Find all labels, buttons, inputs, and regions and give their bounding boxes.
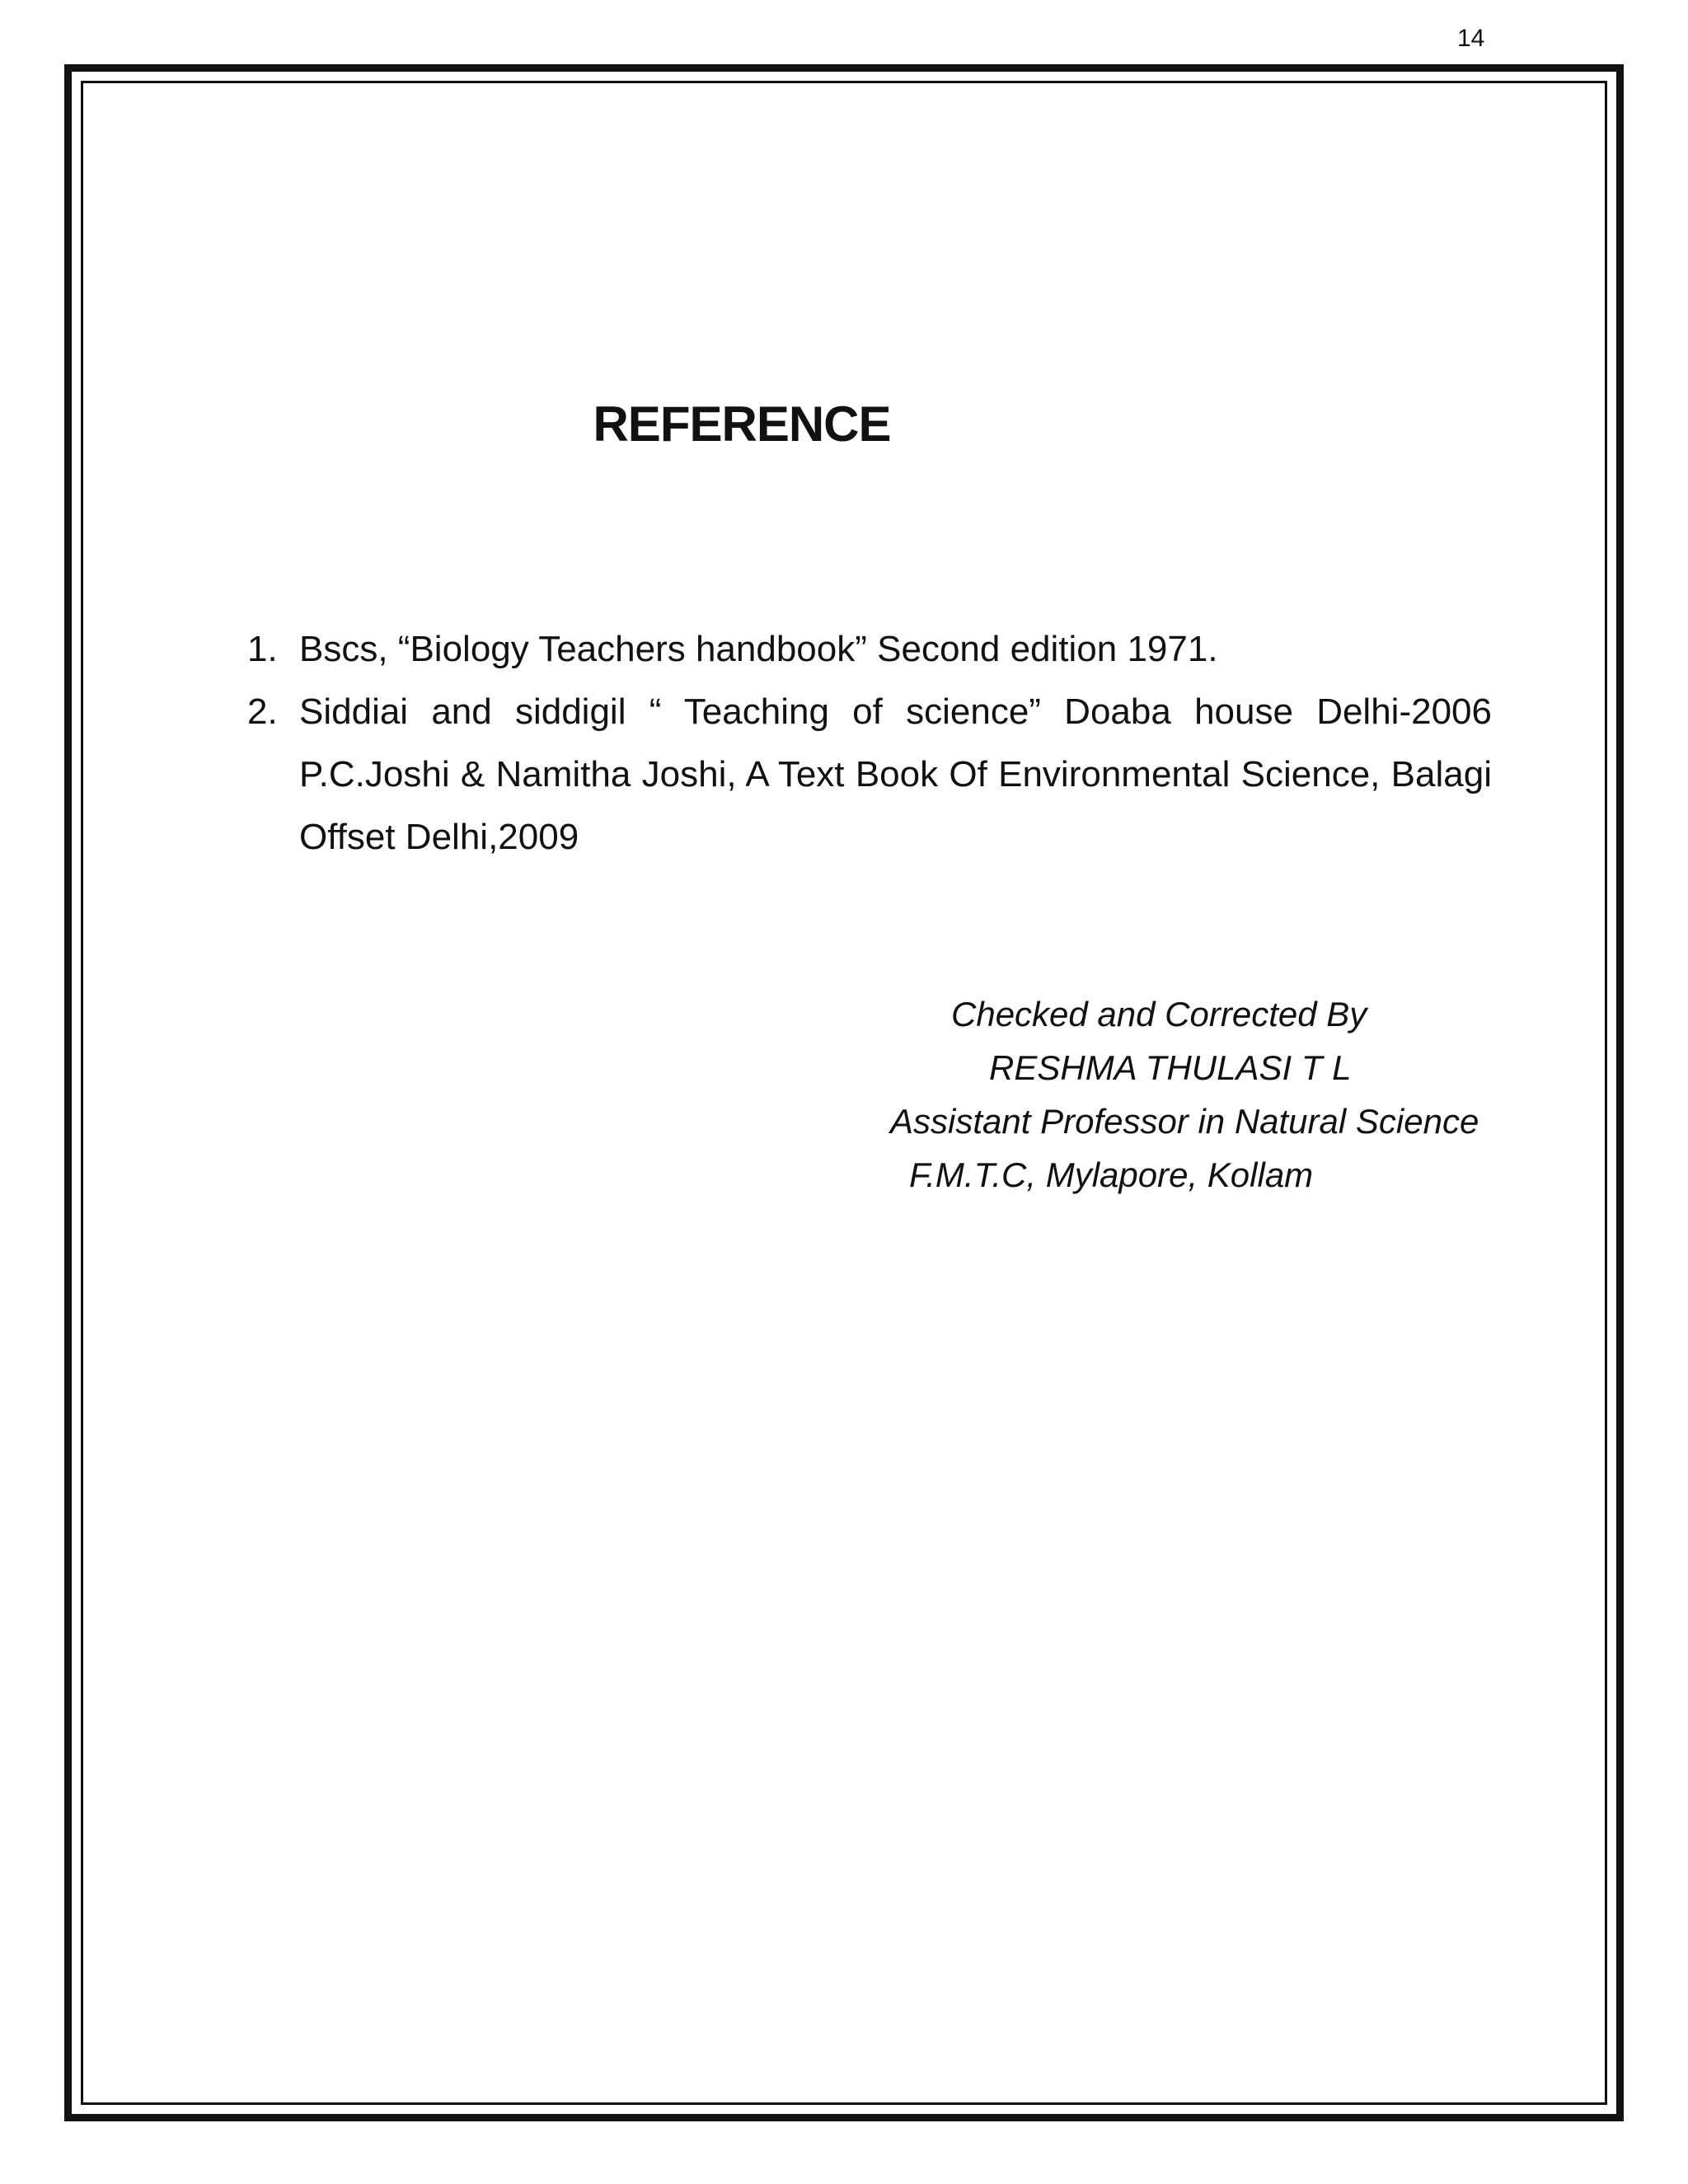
signature-block bbox=[857, 987, 1582, 1202]
page-number: 14 bbox=[1457, 25, 1485, 52]
signature-institution: F.M.T.C, Mylapore, Kollam bbox=[909, 1155, 1314, 1194]
signature-designation: Assistant Professor in Natural Science bbox=[890, 1102, 1479, 1141]
reference-number: 2. bbox=[247, 691, 278, 732]
signature-name: RESHMA THULASI T L bbox=[989, 1048, 1352, 1087]
reference-number: 1. bbox=[247, 629, 278, 669]
reference-item-2 bbox=[247, 681, 1492, 869]
signature-caption: Checked and Corrected By bbox=[951, 995, 1367, 1033]
reference-text: Bscs, “Biology Teachers handbook” Second edition 1971. bbox=[299, 629, 1218, 669]
reference-item-1 bbox=[247, 618, 1492, 681]
reference-list bbox=[247, 618, 1492, 869]
page-title: REFERENCE bbox=[593, 396, 891, 452]
reference-text: Siddiai and siddigil “ Teaching of science” Doaba house Delhi-2006 P.C.Joshi & Namitha Joshi, A Text Book Of Environmental Science, Balagi Offset Delhi,2009 bbox=[299, 691, 1492, 857]
